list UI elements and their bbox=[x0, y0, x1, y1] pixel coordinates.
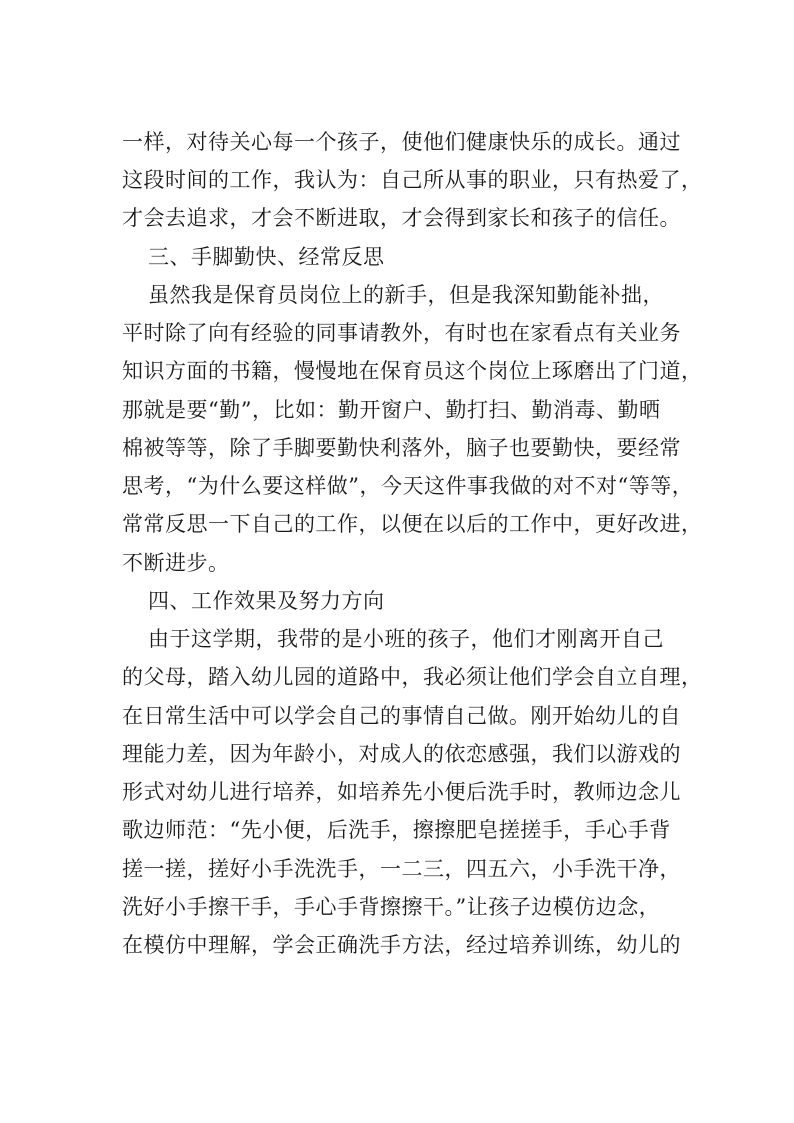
text-line: 思考，“为什么要这样做”，今天这件事我做的对不对“等等， bbox=[122, 474, 694, 498]
text-line: 由于这学期，我带的是小班的孩子，他们才刚离开自己 bbox=[148, 627, 664, 651]
text-line: 在日常生活中可以学会自己的事情自己做。刚开始幼儿的自 bbox=[122, 704, 681, 728]
section-heading: 三、手脚勤快、经常反思 bbox=[148, 245, 385, 269]
text-line: 棉被等等，除了手脚要勤快利落外，脑子也要勤快，要经常 bbox=[122, 436, 681, 460]
text-line: 才会去追求，才会不断进取，才会得到家长和孩子的信任。 bbox=[122, 206, 681, 230]
section-heading: 四、工作效果及努力方向 bbox=[148, 589, 385, 613]
text-line: 一样，对待关心每一个孩子，使他们健康快乐的成长。通过 bbox=[122, 130, 681, 154]
text-line: 在模仿中理解，学会正确洗手方法，经过培养训练，幼儿的 bbox=[122, 933, 681, 957]
text-line: 常常反思一下自己的工作，以便在以后的工作中，更好改进， bbox=[122, 512, 703, 536]
text-line: 的父母，踏入幼儿园的道路中，我必须让他们学会自立自理， bbox=[122, 665, 703, 689]
text-line: 洗好小手擦干手，手心手背擦擦干。”让孩子边模仿边念， bbox=[122, 895, 661, 919]
text-line: 歌边师范：“先小便，后洗手，擦擦肥皂搓搓手，手心手背 bbox=[122, 818, 671, 842]
text-line: 这段时间的工作，我认为：自己所从事的职业，只有热爱了， bbox=[122, 168, 703, 192]
text-line: 搓一搓，搓好小手洗洗手，一二三，四五六，小手洗干净， bbox=[122, 857, 681, 881]
text-line: 平时除了向有经验的同事请教外，有时也在家看点有关业务 bbox=[122, 321, 681, 345]
text-line: 不断进步。 bbox=[122, 551, 230, 575]
text-line: 形式对幼儿进行培养，如培养先小便后洗手时，教师边念儿 bbox=[122, 780, 681, 804]
text-line: 那就是要“勤”，比如：勤开窗户、勤打扫、勤消毒、勤晒 bbox=[122, 398, 661, 422]
text-line: 虽然我是保育员岗位上的新手，但是我深知勤能补拙， bbox=[148, 283, 664, 307]
text-line: 理能力差，因为年龄小，对成人的依恋感强，我们以游戏的 bbox=[122, 742, 681, 766]
text-line: 知识方面的书籍，慢慢地在保育员这个岗位上琢磨出了门道， bbox=[122, 359, 703, 383]
